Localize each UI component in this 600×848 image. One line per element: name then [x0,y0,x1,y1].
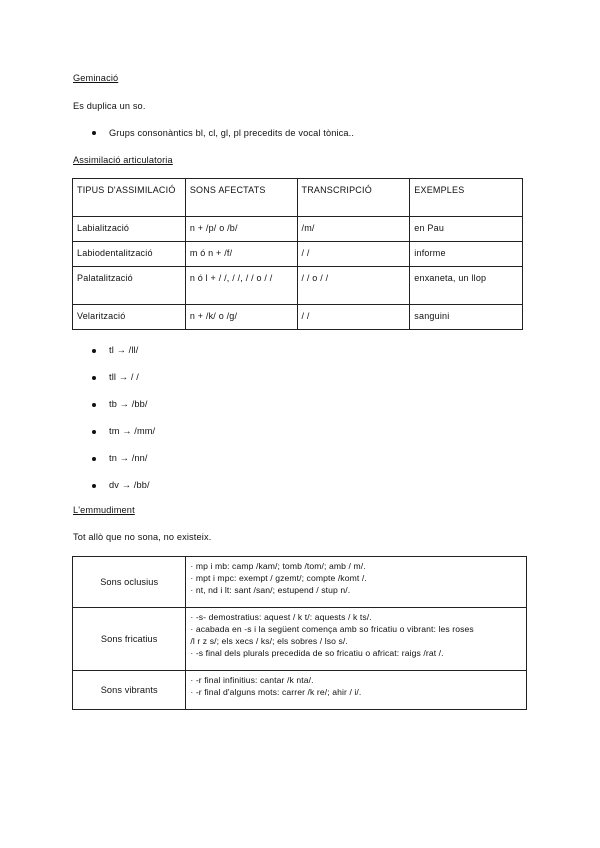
bullet-icon [92,376,96,380]
table-cell: Palatalització [73,267,186,305]
geminacio-intro: Es duplica un so. [73,101,146,111]
table-row [73,305,523,330]
cell-line: · mpt i mpc: exempt / gzemt/; compte /komt /. [190,573,367,583]
table-cell: Labiodentalització [73,242,186,267]
table-cell: n ó l + / /, / /, / / o / / [185,267,297,305]
table-row [73,242,523,267]
table-cell: m ó n + /f/ [185,242,297,267]
table-header-cell: SONS AFECTATS [185,179,297,217]
table-header-cell: EXEMPLES [410,179,523,217]
bullet-icon [92,457,96,461]
table-cell: / / [297,305,410,330]
cell-line: · mp i mb: camp /kam/; tomb /tom/; amb / m/. [190,561,366,571]
emmudiment-table [72,556,527,710]
table-cell: / / o / / [297,267,410,305]
table-cell: informe [410,242,523,267]
table-header-row [73,179,523,217]
bullet-icon [92,484,96,488]
table-cell: en Pau [410,217,523,242]
table-row [73,671,527,710]
table-header-cell: TIPUS D'ASSIMILACIÓ [73,179,186,217]
table-cell [186,557,527,608]
section-heading-geminacio: Geminació [73,73,119,83]
cell-line: · -s- demostratius: aquest / k t/: aquests / k ts/. [190,612,372,622]
assimilation-table [72,178,523,330]
list-item: tb → /bb/ [109,399,148,409]
cell-line: · -s final dels plurals precedida de so fricatiu o africat: raigs /rat /. [190,648,444,658]
list-item: tn → /nn/ [109,453,148,463]
section-heading-emmudiment: L'emmudiment [73,505,135,515]
table-cell-label: Sons oclusius [73,557,186,608]
list-item: tll → / / [109,372,139,382]
geminacio-bullet: Grups consonàntics bl, cl, gl, pl precedits de vocal tònica.. [109,128,355,138]
list-item: tm → /mm/ [109,426,156,436]
table-cell-label: Sons fricatius [73,608,186,671]
cell-line: · nt, nd i lt: sant /san/; estupend / stup n/. [190,585,351,595]
bullet-icon [92,403,96,407]
table-cell: enxaneta, un llop [410,267,523,305]
cell-line: · -r final d'alguns mots: carrer /k re/; ahir / i/. [190,687,362,697]
table-row [73,557,527,608]
table-cell: Labialització [73,217,186,242]
cell-line: /l r z s/; els xecs / ks/; els sobres / lso s/. [190,636,348,646]
table-cell-label: Sons vibrants [73,671,186,710]
cell-line: · acabada en -s i la següent comença amb so fricatiu o vibrant: les roses [190,624,474,634]
table-cell [186,608,527,671]
table-cell: / / [297,242,410,267]
table-cell: n + /k/ o /g/ [185,305,297,330]
emmudiment-intro: Tot allò que no sona, no existeix. [73,532,212,542]
cell-line: · -r final infinitius: cantar /k nta/. [190,675,314,685]
table-cell: Velarització [73,305,186,330]
list-item: dv → /bb/ [109,480,150,490]
bullet-icon [92,430,96,434]
table-header-cell: TRANSCRIPCIÓ [297,179,410,217]
bullet-icon [92,349,96,353]
list-item: tl → /ll/ [109,345,139,355]
table-cell: sanguini [410,305,523,330]
table-row [73,267,523,305]
table-row [73,217,523,242]
bullet-icon [92,131,96,135]
table-cell: n + /p/ o /b/ [185,217,297,242]
table-row [73,608,527,671]
section-heading-assimilacio: Assimilació articulatoria [73,155,173,165]
table-cell: /m/ [297,217,410,242]
table-cell [186,671,527,710]
